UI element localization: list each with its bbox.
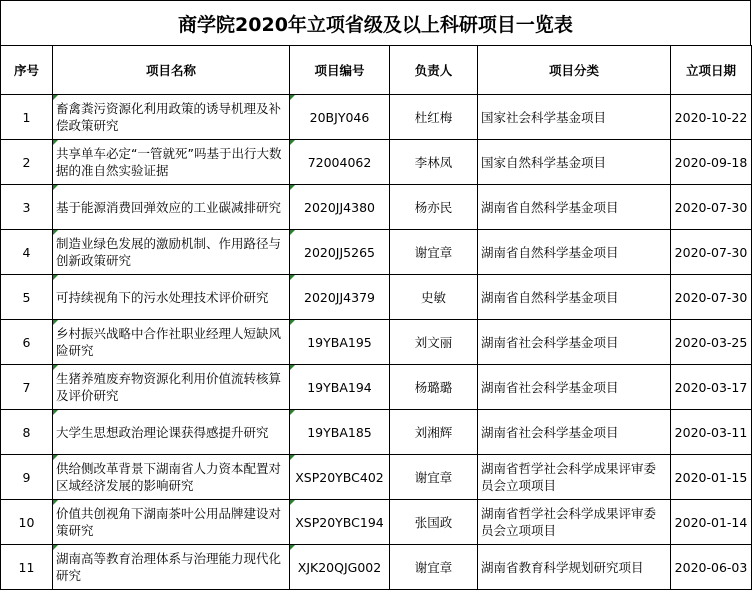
cell-name[interactable]: 基于能源消费回弹效应的工业碳减排研究 xyxy=(53,185,290,230)
cell-no[interactable]: 9 xyxy=(1,455,53,500)
cell-leader[interactable]: 张国政 xyxy=(390,500,478,545)
cell-code[interactable]: 2020JJ4380 xyxy=(290,185,390,230)
cell-category[interactable]: 湖南省自然科学基金项目 xyxy=(478,275,671,320)
cell-code[interactable]: 19YBA185 xyxy=(290,410,390,455)
cell-leader[interactable]: 刘湘辉 xyxy=(390,410,478,455)
table-title: 商学院2020年立项省级及以上科研项目一览表 xyxy=(0,0,751,46)
cell-no[interactable]: 11 xyxy=(1,545,53,590)
header-row xyxy=(1,46,752,95)
cell-date[interactable]: 2020-01-14 xyxy=(671,500,752,545)
table-row xyxy=(1,140,752,185)
cell-date[interactable]: 2020-09-18 xyxy=(671,140,752,185)
cell-date[interactable]: 2020-01-15 xyxy=(671,455,752,500)
cell-leader[interactable]: 谢宜章 xyxy=(390,545,478,590)
cell-date[interactable]: 2020-07-30 xyxy=(671,275,752,320)
cell-no[interactable]: 3 xyxy=(1,185,53,230)
table-row xyxy=(1,275,752,320)
table-row xyxy=(1,230,752,275)
cell-code[interactable]: 2020JJ4379 xyxy=(290,275,390,320)
cell-date[interactable]: 2020-06-03 xyxy=(671,545,752,590)
header-category[interactable]: 项目分类 xyxy=(478,46,671,95)
cell-no[interactable]: 10 xyxy=(1,500,53,545)
cell-no[interactable]: 5 xyxy=(1,275,53,320)
cell-leader[interactable]: 史敏 xyxy=(390,275,478,320)
cell-category[interactable]: 国家自然科学基金项目 xyxy=(478,140,671,185)
cell-leader[interactable]: 谢宜章 xyxy=(390,230,478,275)
cell-code[interactable]: 20BJY046 xyxy=(290,95,390,140)
cell-name[interactable]: 制造业绿色发展的激励机制、作用路径与创新政策研究 xyxy=(53,230,290,275)
cell-no[interactable]: 2 xyxy=(1,140,53,185)
cell-code[interactable]: XSP20YBC402 xyxy=(290,455,390,500)
cell-name[interactable]: 乡村振兴战略中合作社职业经理人短缺风险研究 xyxy=(53,320,290,365)
cell-code[interactable]: XJK20QJG002 xyxy=(290,545,390,590)
table-row xyxy=(1,500,752,545)
cell-no[interactable]: 7 xyxy=(1,365,53,410)
table-row xyxy=(1,365,752,410)
cell-name[interactable]: 畜禽粪污资源化利用政策的诱导机理及补偿政策研究 xyxy=(53,95,290,140)
cell-category[interactable]: 湖南省教育科学规划研究项目 xyxy=(478,545,671,590)
cell-category[interactable]: 湖南省社会科学基金项目 xyxy=(478,365,671,410)
cell-code[interactable]: 19YBA194 xyxy=(290,365,390,410)
header-no[interactable]: 序号 xyxy=(1,46,53,95)
cell-date[interactable]: 2020-07-30 xyxy=(671,185,752,230)
table-row xyxy=(1,320,752,365)
table-row xyxy=(1,95,752,140)
cell-leader[interactable]: 李林凤 xyxy=(390,140,478,185)
cell-name[interactable]: 湖南高等教育治理体系与治理能力现代化研究 xyxy=(53,545,290,590)
cell-name[interactable]: 生猪养殖废弃物资源化利用价值流转核算及评价研究 xyxy=(53,365,290,410)
header-date[interactable]: 立项日期 xyxy=(671,46,752,95)
cell-date[interactable]: 2020-03-25 xyxy=(671,320,752,365)
cell-name[interactable]: 供给侧改革背景下湖南省人力资本配置对区域经济发展的影响研究 xyxy=(53,455,290,500)
cell-name[interactable]: 共享单车必定“一管就死”吗基于出行大数据的准自然实验证据 xyxy=(53,140,290,185)
cell-date[interactable]: 2020-10-22 xyxy=(671,95,752,140)
cell-name[interactable]: 价值共创视角下湖南茶叶公用品牌建设对策研究 xyxy=(53,500,290,545)
cell-no[interactable]: 6 xyxy=(1,320,53,365)
cell-no[interactable]: 8 xyxy=(1,410,53,455)
cell-code[interactable]: 19YBA195 xyxy=(290,320,390,365)
cell-leader[interactable]: 谢宜章 xyxy=(390,455,478,500)
cell-category[interactable]: 湖南省自然科学基金项目 xyxy=(478,185,671,230)
table-row xyxy=(1,185,752,230)
project-table xyxy=(0,45,752,590)
cell-date[interactable]: 2020-03-11 xyxy=(671,410,752,455)
cell-leader[interactable]: 杨璐璐 xyxy=(390,365,478,410)
cell-category[interactable]: 湖南省社会科学基金项目 xyxy=(478,410,671,455)
cell-category[interactable]: 湖南省哲学社会科学成果评审委员会立项项目 xyxy=(478,455,671,500)
cell-no[interactable]: 1 xyxy=(1,95,53,140)
cell-category[interactable]: 湖南省自然科学基金项目 xyxy=(478,230,671,275)
cell-code[interactable]: 2020JJ5265 xyxy=(290,230,390,275)
cell-category[interactable]: 国家社会科学基金项目 xyxy=(478,95,671,140)
header-code[interactable]: 项目编号 xyxy=(290,46,390,95)
cell-code[interactable]: 72004062 xyxy=(290,140,390,185)
cell-name[interactable]: 大学生思想政治理论课获得感提升研究 xyxy=(53,410,290,455)
table-row xyxy=(1,545,752,590)
table-row xyxy=(1,455,752,500)
cell-no[interactable]: 4 xyxy=(1,230,53,275)
header-name[interactable]: 项目名称 xyxy=(53,46,290,95)
table-row xyxy=(1,410,752,455)
cell-category[interactable]: 湖南省社会科学基金项目 xyxy=(478,320,671,365)
cell-leader[interactable]: 杨亦民 xyxy=(390,185,478,230)
cell-date[interactable]: 2020-03-17 xyxy=(671,365,752,410)
cell-date[interactable]: 2020-07-30 xyxy=(671,230,752,275)
cell-leader[interactable]: 刘文丽 xyxy=(390,320,478,365)
cell-category[interactable]: 湖南省哲学社会科学成果评审委员会立项项目 xyxy=(478,500,671,545)
cell-leader[interactable]: 杜红梅 xyxy=(390,95,478,140)
cell-name[interactable]: 可持续视角下的污水处理技术评价研究 xyxy=(53,275,290,320)
header-leader[interactable]: 负责人 xyxy=(390,46,478,95)
cell-code[interactable]: XSP20YBC194 xyxy=(290,500,390,545)
